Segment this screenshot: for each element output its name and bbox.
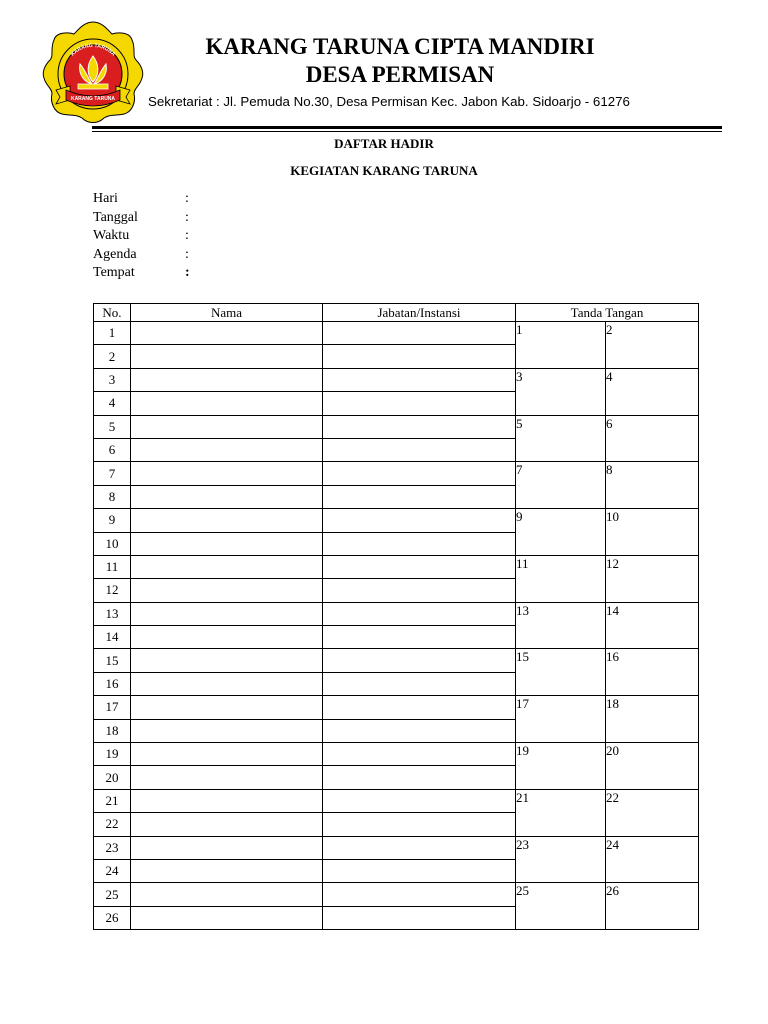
signature-cell[interactable]: 11	[516, 555, 606, 602]
document-subtitle: KEGIATAN KARANG TARUNA	[290, 163, 478, 178]
table-row	[94, 883, 699, 906]
table-row	[94, 462, 699, 485]
field-label: Tanggal	[93, 209, 138, 225]
organization-village: DESA PERMISAN	[305, 62, 495, 87]
table-row	[94, 415, 699, 438]
position-cell[interactable]	[323, 883, 516, 906]
position-cell[interactable]	[323, 602, 516, 625]
position-cell[interactable]	[323, 719, 516, 742]
table-row	[94, 555, 699, 578]
name-cell[interactable]	[131, 626, 323, 649]
signature-cell[interactable]: 8	[606, 462, 699, 509]
name-cell[interactable]	[131, 485, 323, 508]
field-separator: :	[185, 191, 189, 206]
signature-cell[interactable]: 15	[516, 649, 606, 696]
name-cell[interactable]	[131, 766, 323, 789]
position-cell[interactable]	[323, 392, 516, 415]
row-number: 22	[94, 813, 131, 836]
signature-cell[interactable]: 26	[606, 883, 699, 930]
signature-cell[interactable]: 6	[606, 415, 699, 462]
name-cell[interactable]	[131, 743, 323, 766]
name-cell[interactable]	[131, 836, 323, 859]
name-cell[interactable]	[131, 579, 323, 602]
position-cell[interactable]	[323, 626, 516, 649]
name-cell[interactable]	[131, 415, 323, 438]
signature-cell[interactable]: 17	[516, 696, 606, 743]
table-row	[94, 602, 699, 625]
signature-cell[interactable]: 9	[516, 509, 606, 556]
signature-cell[interactable]: 7	[516, 462, 606, 509]
name-cell[interactable]	[131, 649, 323, 672]
signature-cell[interactable]: 20	[606, 743, 699, 790]
position-cell[interactable]	[323, 438, 516, 461]
row-number: 3	[94, 368, 131, 391]
position-cell[interactable]	[323, 485, 516, 508]
name-cell[interactable]	[131, 509, 323, 532]
position-cell[interactable]	[323, 649, 516, 672]
logo-arc-text: KARANG TARUNA	[69, 42, 117, 58]
row-number: 6	[94, 438, 131, 461]
name-cell[interactable]	[131, 602, 323, 625]
field-label: Hari	[93, 191, 118, 206]
signature-cell[interactable]: 1	[516, 322, 606, 369]
header-name: Nama	[131, 304, 323, 322]
row-number: 7	[94, 462, 131, 485]
header-position: Jabatan/Instansi	[323, 304, 516, 322]
signature-cell[interactable]: 10	[606, 509, 699, 556]
field-label: Agenda	[93, 246, 137, 262]
row-number: 23	[94, 836, 131, 859]
name-cell[interactable]	[131, 813, 323, 836]
field-hari	[93, 190, 195, 209]
row-number: 15	[94, 649, 131, 672]
row-number: 8	[94, 485, 131, 508]
table-row	[94, 322, 699, 345]
table-header-row	[94, 304, 699, 322]
signature-cell[interactable]: 5	[516, 415, 606, 462]
signature-cell[interactable]: 4	[606, 368, 699, 415]
position-cell[interactable]	[323, 579, 516, 602]
row-number: 16	[94, 672, 131, 695]
signature-cell[interactable]: 18	[606, 696, 699, 743]
position-cell[interactable]	[323, 672, 516, 695]
signature-cell[interactable]: 3	[516, 368, 606, 415]
table-row	[94, 649, 699, 672]
position-cell[interactable]	[323, 836, 516, 859]
row-number: 5	[94, 415, 131, 438]
signature-cell[interactable]: 24	[606, 836, 699, 883]
position-cell[interactable]	[323, 813, 516, 836]
organization-name: KARANG TARUNA CIPTA MANDIRI	[205, 34, 595, 59]
row-number: 11	[94, 555, 131, 578]
field-separator: :	[185, 246, 189, 262]
row-number: 2	[94, 345, 131, 368]
row-number: 24	[94, 859, 131, 882]
event-info-fields	[93, 190, 195, 283]
signature-cell[interactable]: 21	[516, 789, 606, 836]
header-no: No.	[94, 304, 131, 322]
table-row	[94, 696, 699, 719]
row-number: 21	[94, 789, 131, 812]
position-cell[interactable]	[323, 509, 516, 532]
table-row	[94, 789, 699, 812]
name-cell[interactable]	[131, 672, 323, 695]
field-separator: :	[185, 228, 189, 243]
position-cell[interactable]	[323, 555, 516, 578]
position-cell[interactable]	[323, 462, 516, 485]
row-number: 17	[94, 696, 131, 719]
field-label: Waktu	[93, 228, 130, 243]
field-waktu	[93, 227, 195, 246]
row-number: 9	[94, 509, 131, 532]
signature-cell[interactable]: 12	[606, 555, 699, 602]
field-label: Tempat	[93, 265, 135, 280]
signature-cell[interactable]: 22	[606, 789, 699, 836]
document-title: DAFTAR HADIR	[334, 136, 434, 151]
signature-cell[interactable]: 13	[516, 602, 606, 649]
row-number: 4	[94, 392, 131, 415]
attendance-rows	[94, 322, 699, 930]
row-number: 1	[94, 322, 131, 345]
header-divider-thick	[92, 126, 722, 129]
position-cell[interactable]	[323, 368, 516, 391]
position-cell[interactable]	[323, 766, 516, 789]
row-number: 25	[94, 883, 131, 906]
name-cell[interactable]	[131, 696, 323, 719]
name-cell[interactable]	[131, 719, 323, 742]
row-number: 14	[94, 626, 131, 649]
name-cell[interactable]	[131, 532, 323, 555]
table-row	[94, 836, 699, 859]
table-row	[94, 368, 699, 391]
name-cell[interactable]	[131, 438, 323, 461]
row-number: 18	[94, 719, 131, 742]
name-cell[interactable]	[131, 368, 323, 391]
field-separator: :	[185, 265, 190, 280]
signature-cell[interactable]: 19	[516, 743, 606, 790]
position-cell[interactable]	[323, 415, 516, 438]
position-cell[interactable]	[323, 322, 516, 345]
name-cell[interactable]	[131, 462, 323, 485]
signature-cell[interactable]: 16	[606, 649, 699, 696]
position-cell[interactable]	[323, 906, 516, 929]
name-cell[interactable]	[131, 392, 323, 415]
name-cell[interactable]	[131, 859, 323, 882]
position-cell[interactable]	[323, 532, 516, 555]
header-signature: Tanda Tangan	[516, 304, 699, 322]
row-number: 12	[94, 579, 131, 602]
position-cell[interactable]	[323, 743, 516, 766]
signature-cell[interactable]: 14	[606, 602, 699, 649]
attendance-table	[93, 303, 699, 930]
table-row	[94, 509, 699, 532]
position-cell[interactable]	[323, 789, 516, 812]
row-number: 10	[94, 532, 131, 555]
row-number: 13	[94, 602, 131, 625]
row-number: 20	[94, 766, 131, 789]
position-cell[interactable]	[323, 859, 516, 882]
field-tanggal	[93, 209, 195, 228]
signature-cell[interactable]: 23	[516, 836, 606, 883]
row-number: 26	[94, 906, 131, 929]
row-number: 19	[94, 743, 131, 766]
name-cell[interactable]	[131, 555, 323, 578]
position-cell[interactable]	[323, 345, 516, 368]
organization-logo-icon	[40, 20, 146, 126]
field-tempat	[93, 264, 195, 283]
field-agenda	[93, 246, 195, 265]
field-separator: :	[185, 209, 189, 225]
position-cell[interactable]	[323, 696, 516, 719]
name-cell[interactable]	[131, 789, 323, 812]
secretariat-address: Sekretariat : Jl. Pemuda No.30, Desa Permisan Kec. Jabon Kab. Sidoarjo - 61276	[148, 94, 630, 109]
name-cell[interactable]	[131, 322, 323, 345]
name-cell[interactable]	[131, 883, 323, 906]
signature-cell[interactable]: 2	[606, 322, 699, 369]
name-cell[interactable]	[131, 906, 323, 929]
logo-ribbon-text: KARANG TARUNA	[70, 96, 116, 102]
header-divider-thin	[92, 131, 722, 132]
signature-cell[interactable]: 25	[516, 883, 606, 930]
name-cell[interactable]	[131, 345, 323, 368]
table-row	[94, 743, 699, 766]
